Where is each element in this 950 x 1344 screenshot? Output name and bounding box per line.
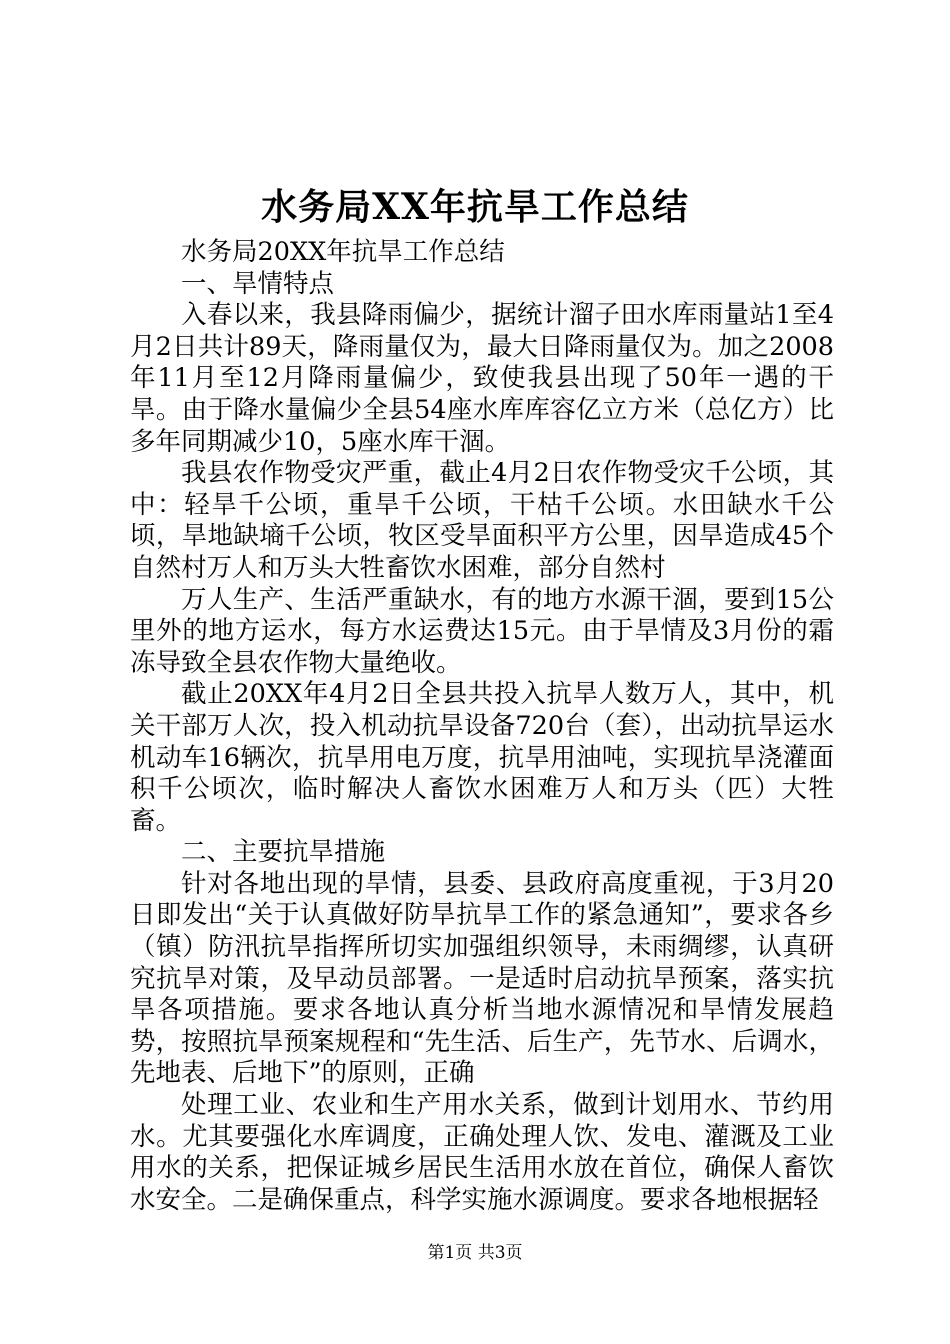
page-footer: 第1页 共3页 [427, 1243, 523, 1263]
paragraph: 入春以来，我县降雨偏少，据统计溜子田水库雨量站1至4月2日共计89天，降雨量仅为，最大日降雨量仅为。加之2008年11月至12月降雨量偏少，致使我县出现了50年一遇的干旱。由于降水量偏少全县54座水库库容亿立方米（总亿方）比多年同期减少10，5座水库干涸。 [130, 300, 834, 457]
paragraph: 处理工业、农业和生产用水关系，做到计划用水、节约用水。尤其要强化水库调度，正确处理人饮、发电、灌溉及工业用水的关系，把保证城乡居民生活用水放在首位，确保人畜饮水安全。二是确保重点，科学实施水源调度。要求各地根据轻 [130, 1090, 834, 1215]
paragraph: 万人生产、生活严重缺水，有的地方水源干涸，要到15公里外的地方运水，每方水运费达15元。由于旱情及3月份的霜冻导致全县农作物大量绝收。 [130, 584, 834, 678]
document-body [130, 237, 834, 1216]
paragraph: 我县农作物受灾严重，截止4月2日农作物受灾千公顷，其中：轻旱千公顷，重旱千公顷，干枯千公顷。水田缺水千公顷，旱地缺墒千公顷，牧区受旱面积平方公里，因旱造成45个自然村万人和万头大牲畜饮水困难，部分自然村 [130, 458, 834, 583]
paragraph: 截止20XX年4月2日全县共投入抗旱人数万人，其中，机关干部万人次，投入机动抗旱设备720台（套），出动抗旱运水机动车16辆次，抗旱用电万度，抗旱用油吨，实现抗旱浇灌面积千公顷次，临时解决人畜饮水困难万人和万头（匹）大牲畜。 [130, 679, 834, 836]
paragraph: 针对各地出现的旱情，县委、县政府高度重视，于3月20日即发出“关于认真做好防旱抗旱工作的紧急通知”，要求各乡（镇）防汛抗旱指挥所切实加强组织领导，未雨绸缪，认真研究抗旱对策，及早动员部署。一是适时启动抗旱预案，落实抗旱各项措施。要求各地认真分析当地水源情况和旱情发展趋势，按照抗旱预案规程和“先生活、后生产，先节水、后调水，先地表、后地下”的原则，正确 [130, 868, 834, 1089]
paragraph-subtitle: 水务局20XX年抗旱工作总结 [181, 237, 505, 267]
document-title: 水务局XX年抗旱工作总结 [261, 186, 689, 228]
section-heading-2: 二、主要抗旱措施 [181, 837, 386, 868]
section-heading-1: 一、旱情特点 [181, 268, 335, 299]
